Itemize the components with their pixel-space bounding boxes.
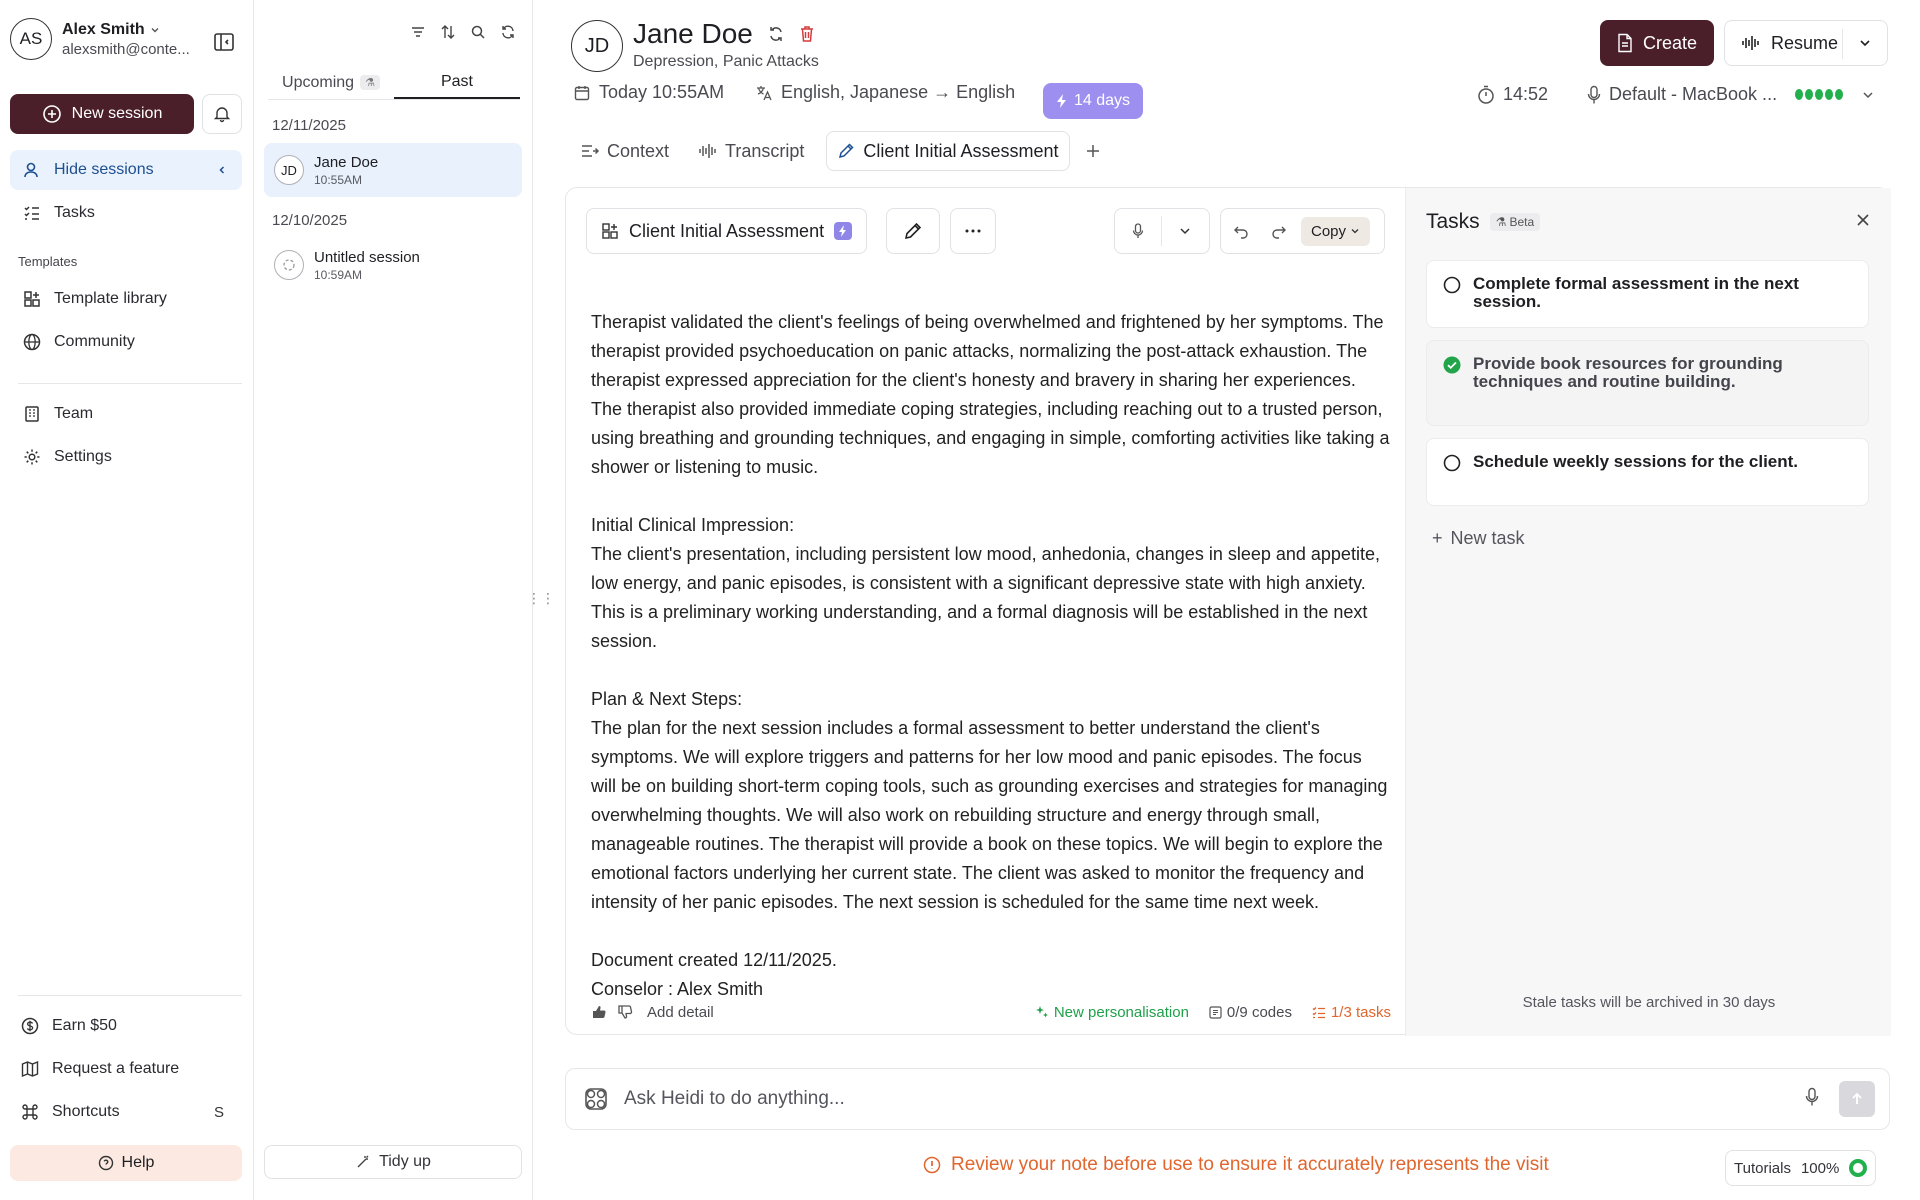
- sidebar-item-label: Team: [54, 405, 94, 422]
- beta-badge: ⚗ Beta: [1490, 213, 1540, 231]
- beta-flask-icon: ⚗: [360, 75, 380, 90]
- sessions-toolbar: [410, 24, 516, 40]
- tab-context[interactable]: Context: [573, 131, 677, 171]
- chevron-down-icon[interactable]: [1857, 35, 1873, 51]
- plus-circle-icon: [42, 104, 62, 124]
- chevron-down-icon: [1178, 224, 1192, 238]
- new-session-label: New session: [71, 105, 163, 122]
- session-date-header: 12/10/2025: [272, 212, 348, 229]
- lightning-icon: [1056, 93, 1068, 109]
- create-button[interactable]: Create: [1600, 20, 1714, 66]
- building-icon: [22, 404, 42, 424]
- sidebar-item-request-feature[interactable]: [10, 1049, 242, 1089]
- session-time: 10:55AM: [314, 172, 363, 187]
- tidy-up-label: Tidy up: [379, 1153, 431, 1170]
- sidebar-item-label: Hide sessions: [54, 161, 154, 178]
- new-session-button[interactable]: [10, 94, 194, 134]
- help-label: Help: [121, 1154, 155, 1171]
- codes-button[interactable]: 0/9 codes: [1209, 1004, 1292, 1021]
- sidebar-item-label: Template library: [54, 290, 167, 307]
- session-item[interactable]: [264, 238, 522, 292]
- note-card: [565, 187, 1890, 1035]
- sidebar-item-label: Request a feature: [52, 1060, 180, 1077]
- sidebar-item-template-library[interactable]: [10, 279, 242, 319]
- undo-icon[interactable]: [1233, 223, 1249, 239]
- language-selector[interactable]: English, Japanese → English: [755, 82, 1015, 103]
- session-datetime[interactable]: Today 10:55AM: [573, 82, 724, 103]
- dictate-button[interactable]: [1115, 223, 1161, 239]
- microphone-icon: [1587, 85, 1601, 105]
- sidebar-item-settings[interactable]: [10, 437, 242, 477]
- left-sidebar: [0, 0, 254, 1200]
- stopwatch-icon: [1477, 85, 1495, 105]
- translate-icon: [755, 84, 773, 102]
- session-name: Untitled session: [314, 248, 420, 266]
- pencil-icon: [837, 142, 855, 160]
- note-content[interactable]: [591, 266, 1391, 999]
- sidebar-item-label: Tasks: [54, 204, 95, 221]
- user-icon: [22, 160, 42, 180]
- document-icon: [1617, 33, 1633, 53]
- user-menu[interactable]: [10, 18, 190, 60]
- chevron-down-icon: [149, 24, 161, 36]
- ask-bar[interactable]: [565, 1068, 1890, 1130]
- untitled-session-icon: [274, 250, 304, 280]
- task-text: Complete formal assessment in the next session.: [1473, 274, 1799, 311]
- template-selector[interactable]: Client Initial Assessment: [586, 208, 867, 254]
- sidebar-toggle-icon[interactable]: [212, 30, 236, 54]
- content-tabs: [573, 130, 1102, 172]
- dollar-circle-icon: [20, 1016, 40, 1036]
- patient-conditions: Depression, Panic Attacks: [633, 53, 819, 70]
- checkbox-circle-icon[interactable]: [1443, 454, 1461, 472]
- tab-past[interactable]: Past: [394, 66, 520, 99]
- user-email: alexsmith@conte...: [62, 40, 190, 58]
- stale-tasks-note: Stale tasks will be archived in 30 days: [1522, 994, 1776, 1011]
- sidebar-item-tasks[interactable]: [10, 193, 242, 233]
- task-item[interactable]: [1426, 260, 1869, 328]
- sidebar-item-shortcuts[interactable]: [10, 1092, 242, 1132]
- thumbs-down-icon[interactable]: [617, 1004, 633, 1020]
- days-badge[interactable]: 14 days: [1043, 83, 1143, 119]
- calendar-icon: [573, 84, 591, 102]
- sidebar-item-label: Shortcuts: [52, 1103, 120, 1120]
- tab-upcoming[interactable]: Upcoming ⚗: [268, 66, 394, 99]
- session-item[interactable]: [264, 143, 522, 197]
- patient-avatar: JD: [571, 20, 623, 72]
- session-avatar: JD: [274, 155, 304, 185]
- dictation-options-button[interactable]: [1162, 224, 1208, 238]
- template-icon: [22, 289, 42, 309]
- sidebar-item-hide-sessions[interactable]: [10, 150, 242, 190]
- edit-template-button[interactable]: [886, 208, 940, 254]
- microphone-icon: [1132, 223, 1144, 239]
- ask-input-placeholder[interactable]: Ask Heidi to do anything...: [624, 1088, 845, 1109]
- sidebar-item-label: Settings: [54, 448, 112, 465]
- chevron-down-icon: [1350, 226, 1360, 236]
- tidy-up-button[interactable]: [264, 1145, 522, 1179]
- close-icon[interactable]: [1855, 212, 1871, 228]
- globe-icon: [22, 332, 42, 352]
- session-name: Jane Doe: [314, 153, 379, 171]
- pencil-icon: [903, 221, 923, 241]
- tasks-panel: [1405, 188, 1891, 1036]
- sidebar-item-earn[interactable]: [10, 1006, 242, 1046]
- context-icon: [581, 143, 599, 159]
- thumbs-up-icon[interactable]: [591, 1004, 607, 1020]
- search-icon[interactable]: [470, 24, 486, 40]
- filter-icon[interactable]: [410, 24, 426, 40]
- command-icon: [20, 1102, 40, 1122]
- audio-wave-icon: [699, 143, 717, 159]
- swap-patient-icon[interactable]: [767, 25, 785, 43]
- sidebar-item-team[interactable]: [10, 394, 242, 434]
- sparkle-icon: [1035, 1005, 1049, 1019]
- tutorials-progress: 100%: [1800, 1159, 1840, 1177]
- templates-heading: Templates: [18, 254, 78, 269]
- sidebar-item-community[interactable]: [10, 322, 242, 362]
- user-avatar: AS: [10, 18, 52, 60]
- resume-button[interactable]: Resume: [1724, 20, 1888, 66]
- plus-icon: +: [1432, 528, 1443, 548]
- refresh-icon[interactable]: [500, 24, 516, 40]
- task-item[interactable]: [1426, 340, 1869, 426]
- help-button[interactable]: [10, 1145, 242, 1181]
- note-text: Therapist validated the client's feelings of being overwhelmed and frightened by her symptoms. The therapist provided psychoeducation on panic attacks, normalizing the post-attack exhaustion. The therapist expressed appreciation for the client's honesty and bravery in sharing her experiences. The therapist also provided immediate coping strategies, including reaching out to a trusted person, using breathing and grounding techniques, and engaging in simple, comforting activities like taking a shower or listening to music. Initial Clinical Impression: The client's presentation, including persistent low mood, anhedonia, changes in sleep and appetite, low energy, and panic episodes, is consistent with a significant depressive state with high anxiety. This is a preliminary working understanding, and a formal diagnosis will be established in the next session. Plan & Next Steps: The plan for the next session includes a formal assessment to better understand the client's symptoms. We will explore triggers and patterns for her low mood and panic episodes. The focus will be on building short-term coping tools, such as grounding exercises and strategies for managing overwhelming thoughts. We will also work on rebuilding structure and energy through small, manageable routines. The therapist will provide a book on these topics. We will begin to explore the emotional factors underlying her current state. The client was asked to monitor the frequency and intensity of her panic episodes. The next session is scheduled for the same time next week. Document created 12/11/2025. Conselor : Alex Smith: [591, 312, 1390, 999]
- more-options-button[interactable]: [950, 208, 996, 254]
- tab-client-initial-assessment[interactable]: Client Initial Assessment: [826, 131, 1069, 171]
- tasks-title: Tasks: [1426, 210, 1480, 233]
- sort-icon[interactable]: [440, 24, 456, 40]
- template-icon: [601, 222, 619, 240]
- alert-circle-icon: [923, 1156, 941, 1174]
- bell-icon: [215, 106, 229, 122]
- session-timer: 14:52: [1477, 84, 1548, 105]
- sidebar-divider: [18, 995, 242, 996]
- trash-icon[interactable]: [799, 25, 815, 43]
- task-text: Provide book resources for grounding techniques and routine building.: [1473, 354, 1783, 391]
- tasks-count-button[interactable]: 1/3 tasks: [1312, 1004, 1391, 1021]
- shortcut-key: S: [213, 1103, 224, 1121]
- user-name: Alex Smith: [62, 20, 145, 38]
- audio-wave-icon: [1741, 34, 1761, 52]
- dictation-control: [1114, 208, 1210, 254]
- add-tab-icon[interactable]: [1084, 142, 1102, 160]
- add-detail-button[interactable]: Add detail: [647, 1003, 714, 1021]
- session-time: 10:59AM: [314, 267, 363, 282]
- task-text: Schedule weekly sessions for the client.: [1473, 452, 1799, 471]
- session-tabs: [268, 66, 520, 100]
- send-button[interactable]: [1839, 1081, 1875, 1117]
- session-date-header: 12/11/2025: [272, 117, 346, 134]
- flask-icon: ⚗: [1495, 215, 1507, 229]
- gear-icon: [22, 447, 42, 467]
- microphone-icon[interactable]: [1805, 1087, 1819, 1107]
- arrow-up-icon: [1850, 1092, 1864, 1106]
- tutorials-button[interactable]: Tutorials 100%: [1725, 1150, 1876, 1186]
- patient-name: Jane Doe: [633, 18, 753, 49]
- note-editor: [566, 188, 1405, 1036]
- chevron-left-icon: [216, 164, 228, 176]
- list-check-icon: [22, 203, 42, 223]
- mic-selector[interactable]: Default - MacBook ...: [1587, 84, 1875, 105]
- history-copy-group: [1220, 208, 1385, 254]
- code-box-icon: [1209, 1006, 1222, 1019]
- progress-ring-icon: [1849, 1159, 1867, 1177]
- note-footer: [591, 1000, 1391, 1024]
- magic-wand-icon: [355, 1154, 371, 1170]
- sidebar-item-label: Community: [54, 333, 135, 350]
- new-personalisation-button[interactable]: New personalisation: [1035, 1004, 1189, 1021]
- tab-transcript[interactable]: Transcript: [691, 131, 812, 171]
- review-warning: Review your note before use to ensure it accurately represents the visit: [923, 1154, 1549, 1176]
- checkbox-circle-icon[interactable]: [1443, 276, 1461, 294]
- sidebar-item-label: Earn $50: [52, 1017, 117, 1034]
- notifications-button[interactable]: [202, 94, 242, 134]
- question-circle-icon: [98, 1155, 114, 1171]
- map-icon: [20, 1059, 40, 1079]
- mic-level-indicator: [1795, 89, 1843, 100]
- panel-resize-handle[interactable]: ⋮⋮: [527, 590, 555, 606]
- heidi-logo-icon: [582, 1085, 610, 1113]
- more-horizontal-icon: [965, 229, 981, 233]
- list-check-icon: [1312, 1006, 1326, 1019]
- new-task-button[interactable]: + New task: [1432, 528, 1525, 548]
- sidebar-divider: [18, 383, 242, 384]
- sessions-panel: [254, 0, 533, 1200]
- check-circle-icon[interactable]: [1443, 356, 1461, 374]
- chevron-down-icon: [1861, 88, 1875, 102]
- task-item[interactable]: [1426, 438, 1869, 506]
- copy-button[interactable]: Copy: [1301, 217, 1370, 246]
- sparkle-icon: [834, 222, 852, 240]
- redo-icon[interactable]: [1271, 223, 1287, 239]
